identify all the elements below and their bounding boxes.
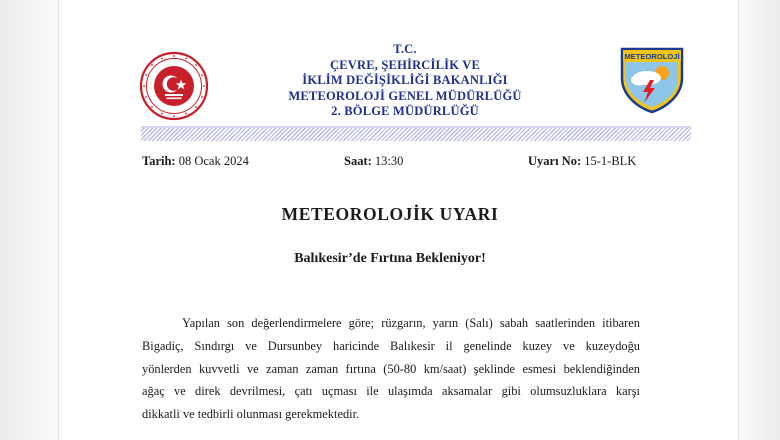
warning-number-value: 15-1-BLK: [581, 154, 637, 168]
time-label: Saat:: [344, 154, 372, 168]
meteoroloji-logo-text: METEOROLOJİ: [624, 52, 680, 61]
header-line-ministry-1: ÇEVRE, ŞEHİRCİLİK VE: [330, 57, 480, 72]
header-divider-stripe: [141, 126, 691, 141]
time-field: [344, 154, 403, 169]
time-value: 13:30: [371, 154, 404, 168]
paragraph-line: yönlerden kuvvetli ve zaman zaman fırtına (50-80 km/saat) şeklinde esmesi beklendiğinden: [142, 361, 640, 376]
document-title: METEOROLOJİK UYARI: [281, 204, 499, 224]
paragraph-line: dikkatli ve tedbirli olunması gerekmektedir.: [142, 407, 360, 422]
header-line-ministry-2: İKLİM DEĞİŞİKLİĞİ BAKANLIĞI: [302, 73, 508, 87]
document-subtitle: Balıkesir’de Fırtına Bekleniyor!: [294, 251, 486, 266]
ministry-seal-icon: [139, 51, 209, 121]
header-line-directorate: METEOROLOJİ GENEL MÜDÜRLÜĞÜ: [288, 88, 522, 103]
document-header: [240, 42, 570, 120]
date-field: [142, 154, 249, 169]
warning-number-label: Uyarı No:: [528, 154, 582, 168]
warning-paragraph: [142, 312, 640, 426]
meteoroloji-logo: [617, 46, 687, 114]
header-line-region: 2. BÖLGE MÜDÜRLÜĞÜ: [331, 104, 479, 118]
warning-number-field: [528, 154, 636, 169]
header-divider-line: [141, 126, 691, 128]
paragraph-line: Yapılan son değerlendirmelere göre; rüzgarın, yarın (Salı) sabah saatlerinden itibaren: [182, 316, 640, 330]
paragraph-line: Bigadiç, Sındırgı ve Dursunbey haricinde Balıkesir il genelinde kuzey ve kuzeydoğu: [142, 338, 640, 353]
header-line-tc: T.C.: [393, 42, 417, 56]
date-label: Tarih:: [142, 154, 176, 168]
date-value: 08 Ocak 2024: [175, 154, 249, 168]
paragraph-line: ağaç ve direk devrilmesi, çatı uçması ile ulaşımda aksamalar gibi olumsuzluklara karşı: [142, 384, 640, 399]
